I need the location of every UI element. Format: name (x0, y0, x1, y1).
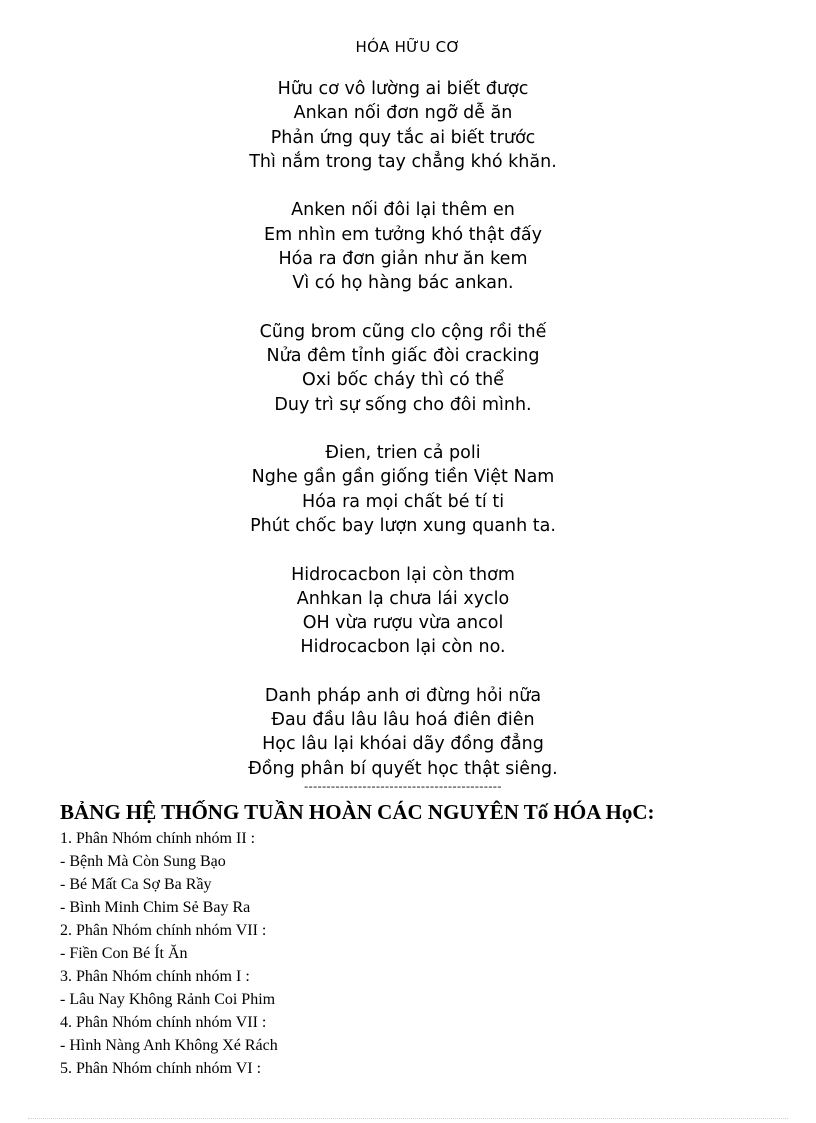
poem-line: Đien, trien cả poli (325, 443, 481, 464)
poem-line: Hữu cơ vô lường ai biết được (277, 79, 529, 99)
poem-line: Em nhìn em tưởng khó thật đấy (264, 224, 542, 245)
poem-stanza (0, 198, 806, 295)
poem-stanza (0, 77, 806, 174)
poem-line: Phản ứng quy tắc ai biết trước (270, 127, 536, 148)
mnemonic-line: - Lâu Nay Không Rảnh Coi Phim (60, 991, 276, 1008)
mnemonic-line: - Fiền Con Bé Ít Ăn (60, 945, 188, 962)
poem-stanza (0, 684, 806, 781)
group-heading: 3. Phân Nhóm chính nhóm I : (60, 968, 250, 985)
poem-line: Hóa ra đơn giản như ăn kem (278, 248, 528, 269)
periodic-table-heading: BẢNG HỆ THỐNG TUẦN HOÀN CÁC NGUYÊN Tố HÓA HọC: (60, 800, 655, 824)
poem-line: Oxi bốc cháy thì có thể (302, 370, 504, 391)
poem-line: Danh pháp anh ơi đừng hỏi nữa (264, 685, 542, 706)
poem-stanza (0, 320, 806, 417)
mnemonic-line: - Bệnh Mà Còn Sung Bạo (60, 853, 226, 870)
group-heading: 1. Phân Nhóm chính nhóm II : (60, 830, 256, 847)
poem-line: Nghe gần gần giống tiền Việt Nam (251, 467, 555, 488)
poem (0, 77, 806, 781)
mnemonic-list (60, 827, 278, 1080)
group-heading: 5. Phân Nhóm chính nhóm VI : (60, 1060, 262, 1077)
mnemonic-line: - Bé Mất Ca Sợ Ba Rầy (60, 876, 212, 893)
page-bottom-border (28, 1118, 788, 1119)
mnemonic-line: - Hình Nàng Anh Không Xé Rách (60, 1037, 278, 1054)
poem-line: Nửa đêm tỉnh giấc đòi cracking (266, 346, 540, 367)
mnemonic-line: - Bình Minh Chim Sẻ Bay Ra (60, 899, 251, 916)
poem-line: Cũng brom cũng clo cộng rồi thế (259, 321, 547, 342)
section-separator: -------------------------------------------- (304, 779, 502, 793)
poem-line: Học lâu lại khóai dãy đồng đẳng (262, 734, 544, 755)
poem-line: Ankan nối đơn ngỡ dễ ăn (293, 103, 513, 124)
group-heading: 4. Phân Nhóm chính nhóm VII : (60, 1014, 267, 1031)
poem-line: Duy trì sự sống cho đôi mình. (274, 394, 532, 415)
poem-line: Đau đầu lâu lâu hoá điên điên (271, 710, 535, 731)
poem-line: Vì có họ hàng bác ankan. (292, 273, 514, 294)
poem-line: Anken nối đôi lại thêm en (291, 200, 515, 221)
poem-line: Hidrocacbon lại còn thơm (291, 564, 515, 585)
poem-stanza (0, 563, 806, 660)
poem-stanza (0, 441, 806, 538)
document-title: HÓA HỮU CƠ (355, 38, 461, 56)
poem-line: Đồng phân bí quyết học thật siêng. (248, 758, 558, 779)
poem-line: Phút chốc bay lượn xung quanh ta. (250, 516, 556, 537)
poem-line: Thì nắm trong tay chẳng khó khăn. (249, 151, 557, 172)
poem-line: Hidrocacbon lại còn no. (300, 637, 506, 658)
poem-line: OH vừa rượu vừa ancol (302, 613, 504, 634)
poem-line: Anhkan lạ chưa lái xyclo (296, 588, 510, 609)
poem-line: Hóa ra mọi chất bé tí ti (301, 491, 505, 512)
group-heading: 2. Phân Nhóm chính nhóm VII : (60, 922, 267, 939)
